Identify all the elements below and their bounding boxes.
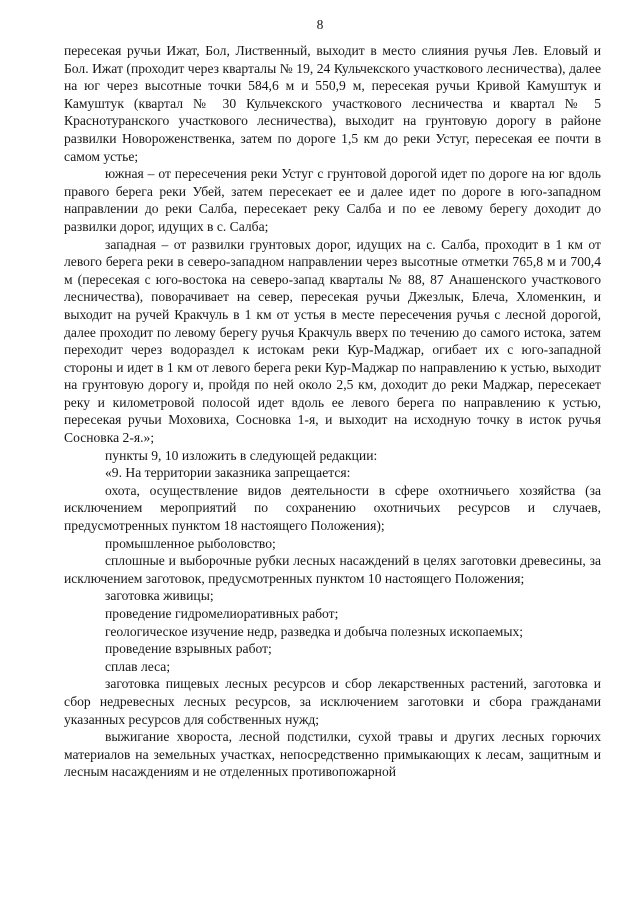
paragraph-item-9-heading: «9. На территории заказника запрещается:: [105, 465, 351, 481]
paragraph-prohibition-hunting: охота, осуществление видов деятельности в сфере охотничьего хозяйства (за исключением мероприятий по сохранению охотничьих ресурсов и случаев, предусмотренных пунктом 18 настоящего Положения);: [64, 482, 601, 534]
paragraph-prohibition-fishing: промышленное рыболовство;: [105, 535, 276, 551]
paragraph-prohibition-burning: выжигание хвороста, лесной подстилки, сухой травы и других лесных горючих материалов на земельных участках, непосредственно примыкающих к лесам, защитным и лесным насаждениям и не отделенных противопожарной: [64, 729, 601, 780]
paragraph-prohibition-logging: сплошные и выборочные рубки лесных насаждений в целях заготовки древесины, за исключением заготовок, предусмотренных пунктом 10 настоящего Положения;: [64, 553, 601, 586]
paragraph-prohibition-timber-rafting: сплав леса;: [105, 658, 171, 674]
paragraph-western-boundary: западная – от развилки грунтовых дорог, идущих на с. Салба, проходит в 1 км от левого берега реки в северо-западном направлении через высотные отметки 765,8 м и 700,4 м (пересекая с юго-востока на северо-запад кварталы № 88, 87 Анашенского участкового лесничества), поворачивает на север, пересекая ручьи Джезлык, Блеча, Хломенкин, и выходит на ручей Кракчуль в 1 км от устья в месте пересечения ручья с лесной дорогой, далее проходит по левому берегу ручья Кракчуль вверх по течению до самого истока, затем переходит через водораздел к истокам реки Кур-Маджар, огибает их с юго-западной стороны и идет в 1 км от левого берега реки Кур-Маджар по направлению к устью, выходит на грунтовую дорогу и, пройдя по ней около 2,5 км, доходит до реки Маджар, пересекает реку и километровой полосой идет вдоль ее левого берега по направлению к устью, пересекая ручьи Моховиха, Сосновка 1-я, и выходит на исходную точку в исток ручья Сосновка 2-я.»;: [64, 236, 601, 446]
paragraph-prohibition-hydro-works: проведение гидромелиоративных работ;: [105, 606, 339, 621]
paragraph-southern-boundary: южная – от пересечения реки Устуг с грунтовой дорогой идет по дороге на юг вдоль правого берега реки Убей, затем пересекает ее и далее идет по дороге в юго-западном направлении до реки Салба, пересекает реку Салба и по ее левому берегу доходит до развилки дорог, идущих в с. Салба;: [64, 166, 601, 234]
page-number: 8: [316, 17, 324, 32]
paragraph-northern-boundary-continuation: пересекая ручьи Ижат, Бол, Лиственный, выходит в место слияния ручья Лев. Еловый и Бол. Ижат (проходит через кварталы № 19, 24 Кульчекского участкового лесничества), далее на юг через высотные точки 584,6 м и 550,9 м, пересекая ручьи Кривой Камуштук и Камуштук (квартал № 30 Кульчекского участкового лесничества и квартал № 5 Краснотуранского участкового лесничества), выходит на грунтовую дорогу в районе развилки Новороженственка, затем по дороге 1,5 км до реки Устуг, пересекая ее почти в самом устье;: [64, 43, 601, 164]
paragraph-prohibition-mining: геологическое изучение недр, разведка и добыча полезных ископаемых;: [105, 623, 524, 639]
paragraph-prohibition-forest-resources: заготовка пищевых лесных ресурсов и сбор лекарственных растений, заготовка и сбор недревесных лесных ресурсов, за исключением заготовки и сбора гражданами указанных ресурсов для собственных нужд;: [64, 676, 601, 727]
document-body: [64, 42, 601, 781]
paragraph-prohibition-blasting: проведение взрывных работ;: [105, 641, 272, 657]
paragraph-prohibition-resin: заготовка живицы;: [105, 588, 214, 604]
paragraph-amend-items-9-10: пункты 9, 10 изложить в следующей редакции:: [105, 447, 378, 463]
